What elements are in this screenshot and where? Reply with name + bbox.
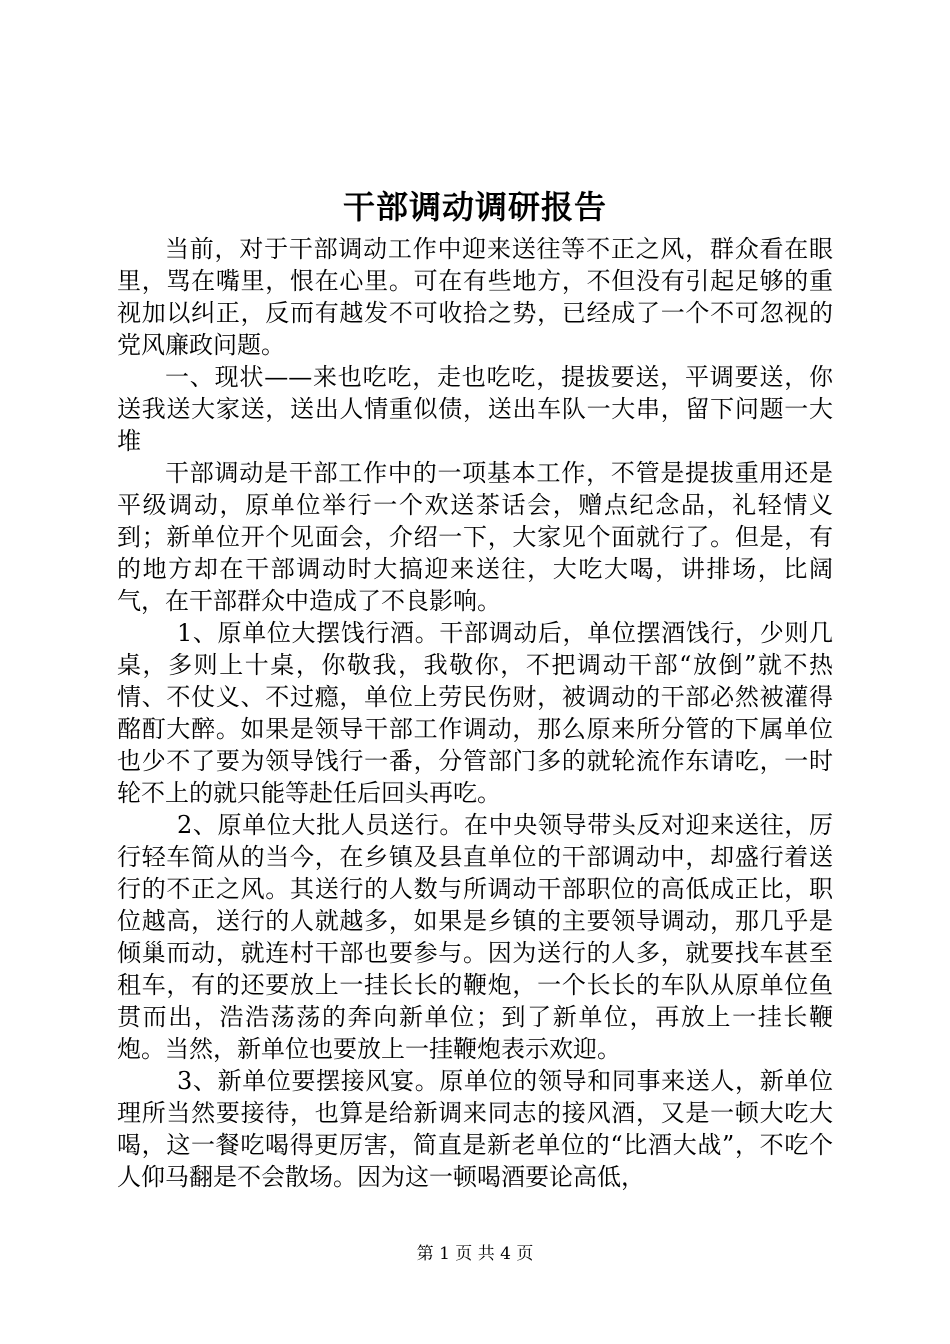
document-body (117, 233, 833, 1193)
paragraph-section-heading: 一、现状——来也吃吃，走也吃吃，提拔要送，平调要送，你送我送大家送，送出人情重似债，送出车队一大串，留下问题一大堆 (117, 363, 833, 455)
paragraph-intro: 当前，对于干部调动工作中迎来送往等不正之风，群众看在眼里，骂在嘴里，恨在心里。可在有些地方，不但没有引起足够的重视加以纠正，反而有越发不可收拾之势，已经成了一个不可忽视的党风廉政问题。 (117, 235, 833, 359)
page-number-footer: 第 1 页 共 4 页 (416, 1244, 534, 1264)
document-title: 干部调动调研报告 (342, 188, 607, 226)
paragraph-item-2: 2、原单位大批人员送行。在中央领导带头反对迎来送往，厉行轻车简从的当今，在乡镇及县直单位的干部调动中，却盛行着送行的不正之风。其送行的人数与所调动干部职位的高低成正比，职位越高，送行的人就越多，如果是乡镇的主要领导调动，那几乎是倾巢而动，就连村干部也要参与。因为送行的人多，就要找车甚至租车，有的还要放上一挂长长的鞭炮，一个长长的车队从原单位鱼贯而出，浩浩荡荡的奔向新单位；到了新单位，再放上一挂长鞭炮。当然，新单位也要放上一挂鞭炮表示欢迎。 (117, 811, 833, 1063)
paragraph-item-3: 3、新单位要摆接风宴。原单位的领导和同事来送人，新单位理所当然要接待，也算是给新调来同志的接风酒，又是一顿大吃大喝，这一餐吃喝得更厉害，简直是新老单位的“比酒大战”，不吃个人仰马翻是不会散场。因为这一顿喝酒要论高低， (117, 1067, 833, 1191)
paragraph-overview: 干部调动是干部工作中的一项基本工作，不管是提拔重用还是平级调动，原单位举行一个欢送茶话会，赠点纪念品，礼轻情义到；新单位开个见面会，介绍一下，大家见个面就行了。但是，有的地方却在干部调动时大搞迎来送往，大吃大喝，讲排场，比阔气，在干部群众中造成了不良影响。 (117, 459, 833, 615)
paragraph-item-1: 1、原单位大摆饯行酒。干部调动后，单位摆酒饯行，少则几桌，多则上十桌，你敬我，我敬你，不把调动干部“放倒”就不热情、不仗义、不过瘾，单位上劳民伤财，被调动的干部必然被灌得酩酊大醉。如果是领导干部工作调动，那么原来所分管的下属单位也少不了要为领导饯行一番，分管部门多的就轮流作东请吃，一时轮不上的就只能等赴任后回头再吃。 (117, 619, 833, 807)
